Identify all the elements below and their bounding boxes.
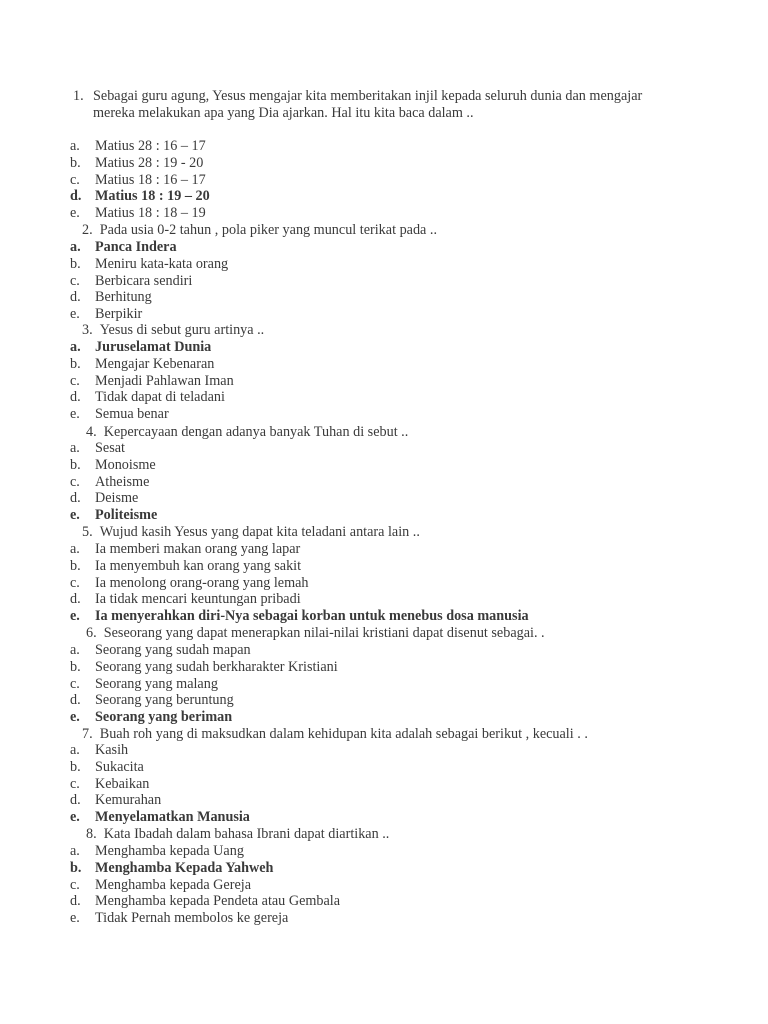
option-text: Seorang yang sudah mapan — [95, 642, 251, 658]
question-text: Yesus di sebut guru artinya .. — [99, 322, 265, 338]
answer-option — [70, 759, 144, 776]
option-text: Kasih — [95, 742, 129, 758]
answer-option — [70, 776, 149, 793]
option-text: Matius 18 : 19 – 20 — [95, 188, 210, 205]
answer-option — [70, 474, 149, 491]
option-letter: b. — [70, 658, 81, 675]
option-letter: b. — [70, 355, 81, 372]
option-text: Ia menyembuh kan orang yang sakit — [95, 557, 302, 574]
answer-option-correct — [70, 860, 273, 877]
answer-option-correct — [70, 709, 232, 726]
option-letter: a. — [70, 138, 80, 154]
question-text: Seseorang yang dapat menerapkan nilai-nilai kristiani dapat disenut sebagai. . — [103, 625, 545, 641]
option-text: Menghamba kepada Pendeta atau Gembala — [95, 893, 341, 910]
answer-option-correct — [70, 339, 211, 356]
option-text: Berhitung — [95, 289, 152, 306]
option-text: Kebaikan — [95, 775, 150, 792]
option-letter: d. — [70, 389, 81, 406]
question-number: 6. — [86, 625, 97, 641]
question-number: 7. — [82, 726, 93, 742]
question-number: 4. — [86, 424, 97, 440]
question-3 — [82, 322, 264, 339]
option-letter: d. — [70, 692, 81, 709]
option-text: Semua benar — [95, 406, 169, 423]
answer-option — [70, 440, 125, 457]
option-text: Menghamba kepada Gereja — [95, 876, 251, 893]
option-letter: a. — [70, 440, 80, 456]
option-text: Tidak Pernah membolos ke gereja — [95, 910, 289, 927]
option-letter: d. — [70, 188, 82, 205]
option-letter: d. — [70, 490, 81, 507]
question-5 — [82, 524, 420, 541]
answer-option — [70, 273, 192, 290]
option-text: Panca Indera — [95, 239, 177, 255]
option-letter: a. — [70, 339, 81, 355]
option-text: Sukacita — [95, 758, 144, 775]
option-letter: e. — [70, 608, 80, 625]
option-text: Ia tidak mencari keuntungan pribadi — [95, 591, 301, 608]
option-letter: b. — [70, 456, 81, 473]
option-text: Ia menolong orang-orang yang lemah — [95, 574, 309, 591]
option-letter: c. — [70, 876, 80, 893]
option-letter: e. — [70, 406, 80, 423]
option-text: Seorang yang beruntung — [95, 692, 234, 709]
question-text: Buah roh yang di maksudkan dalam kehidupan kita adalah sebagai berikut , kecuali . . — [99, 726, 588, 742]
answer-option — [70, 373, 234, 390]
answer-option — [70, 742, 128, 759]
option-text: Matius 18 : 18 – 19 — [95, 205, 206, 222]
answer-option — [70, 692, 234, 709]
answer-option — [70, 155, 203, 172]
question-number: 5. — [82, 524, 93, 540]
option-text: Ia menyerahkan diri-Nya sebagai korban untuk menebus dosa manusia — [95, 608, 529, 625]
option-text: Seorang yang sudah berkharakter Kristiani — [95, 658, 338, 675]
question-8 — [86, 826, 389, 843]
option-text: Monoisme — [95, 456, 156, 473]
option-letter: b. — [70, 859, 82, 876]
answer-option — [70, 389, 225, 406]
option-letter: e. — [70, 809, 80, 826]
answer-option-correct — [70, 188, 210, 205]
question-text: Pada usia 0-2 tahun , pola piker yang muncul terikat pada .. — [99, 222, 437, 238]
question-1 — [73, 88, 673, 122]
option-text: Menghamba kepada Uang — [95, 843, 244, 859]
option-letter: b. — [70, 255, 81, 272]
answer-option — [70, 558, 301, 575]
option-text: Menjadi Pahlawan Iman — [95, 372, 234, 389]
answer-option-correct — [70, 507, 157, 524]
question-7 — [82, 726, 588, 743]
option-letter: c. — [70, 473, 80, 490]
option-letter: e. — [70, 709, 80, 726]
option-text: Berbicara sendiri — [95, 272, 193, 289]
option-text: Ia memberi makan orang yang lapar — [95, 541, 301, 557]
answer-option — [70, 205, 206, 222]
answer-option — [70, 575, 309, 592]
question-2 — [82, 222, 437, 239]
option-text: Seorang yang beriman — [95, 709, 233, 726]
answer-option-correct — [70, 809, 250, 826]
option-text: Berpikir — [95, 306, 143, 323]
question-number: 1. — [73, 88, 84, 104]
option-letter: a. — [70, 642, 80, 658]
option-letter: b. — [70, 557, 81, 574]
option-text: Deisme — [95, 490, 139, 507]
option-text: Juruselamat Dunia — [95, 339, 212, 355]
answer-option — [70, 792, 161, 809]
option-text: Matius 18 : 16 – 17 — [95, 171, 206, 188]
option-letter: a. — [70, 541, 80, 557]
option-letter: e. — [70, 205, 80, 222]
option-text: Atheisme — [95, 473, 150, 490]
answer-option — [70, 893, 340, 910]
option-text: Mengajar Kebenaran — [95, 355, 215, 372]
answer-option — [70, 659, 338, 676]
option-text: Seorang yang malang — [95, 675, 218, 692]
answer-option — [70, 356, 214, 373]
answer-option — [70, 490, 138, 507]
answer-option-correct — [70, 608, 529, 625]
option-text: Menghamba Kepada Yahweh — [95, 859, 274, 876]
option-letter: d. — [70, 289, 81, 306]
option-letter: d. — [70, 591, 81, 608]
option-letter: e. — [70, 306, 80, 323]
question-6 — [86, 625, 545, 642]
option-letter: c. — [70, 574, 80, 591]
option-letter: b. — [70, 758, 81, 775]
answer-option — [70, 676, 218, 693]
answer-option — [70, 306, 142, 323]
question-text: Wujud kasih Yesus yang dapat kita teladani antara lain .. — [99, 524, 420, 540]
option-text: Menyelamatkan Manusia — [95, 809, 250, 826]
answer-option — [70, 642, 251, 659]
option-letter: c. — [70, 171, 80, 188]
option-letter: c. — [70, 675, 80, 692]
answer-option — [70, 256, 228, 273]
question-4 — [86, 424, 408, 441]
option-text: Matius 28 : 19 - 20 — [95, 154, 204, 171]
option-text: Kemurahan — [95, 792, 162, 809]
answer-option — [70, 591, 301, 608]
option-letter: e. — [70, 910, 80, 927]
option-text: Sesat — [95, 440, 125, 456]
option-text: Matius 28 : 16 – 17 — [95, 138, 206, 154]
answer-option — [70, 138, 206, 155]
option-letter: c. — [70, 272, 80, 289]
answer-option — [70, 457, 156, 474]
question-text: Sebagai guru agung, Yesus mengajar kita memberitakan injil kepada seluruh dunia dan mengajar mereka melakukan apa yang Dia ajarkan. Hal itu kita baca dalam .. — [93, 88, 643, 121]
option-text: Tidak dapat di teladani — [95, 389, 225, 406]
question-text: Kata Ibadah dalam bahasa Ibrani dapat diartikan .. — [103, 826, 390, 842]
option-letter: d. — [70, 893, 81, 910]
option-letter: a. — [70, 843, 80, 859]
question-number: 2. — [82, 222, 93, 238]
answer-option — [70, 843, 244, 860]
question-number: 3. — [82, 322, 93, 338]
answer-option — [70, 172, 206, 189]
option-letter: b. — [70, 154, 81, 171]
answer-option — [70, 910, 288, 927]
option-letter: d. — [70, 792, 81, 809]
answer-option — [70, 541, 300, 558]
question-number: 8. — [86, 826, 97, 842]
answer-option — [70, 289, 152, 306]
option-text: Politeisme — [95, 507, 158, 524]
option-letter: a. — [70, 239, 81, 255]
option-letter: a. — [70, 742, 80, 758]
question-text: Kepercayaan dengan adanya banyak Tuhan di sebut .. — [103, 424, 409, 440]
answer-option-correct — [70, 239, 177, 256]
option-letter: e. — [70, 507, 80, 524]
option-letter: c. — [70, 372, 80, 389]
answer-option — [70, 406, 169, 423]
option-text: Meniru kata-kata orang — [95, 255, 229, 272]
option-letter: c. — [70, 775, 80, 792]
answer-option — [70, 877, 251, 894]
